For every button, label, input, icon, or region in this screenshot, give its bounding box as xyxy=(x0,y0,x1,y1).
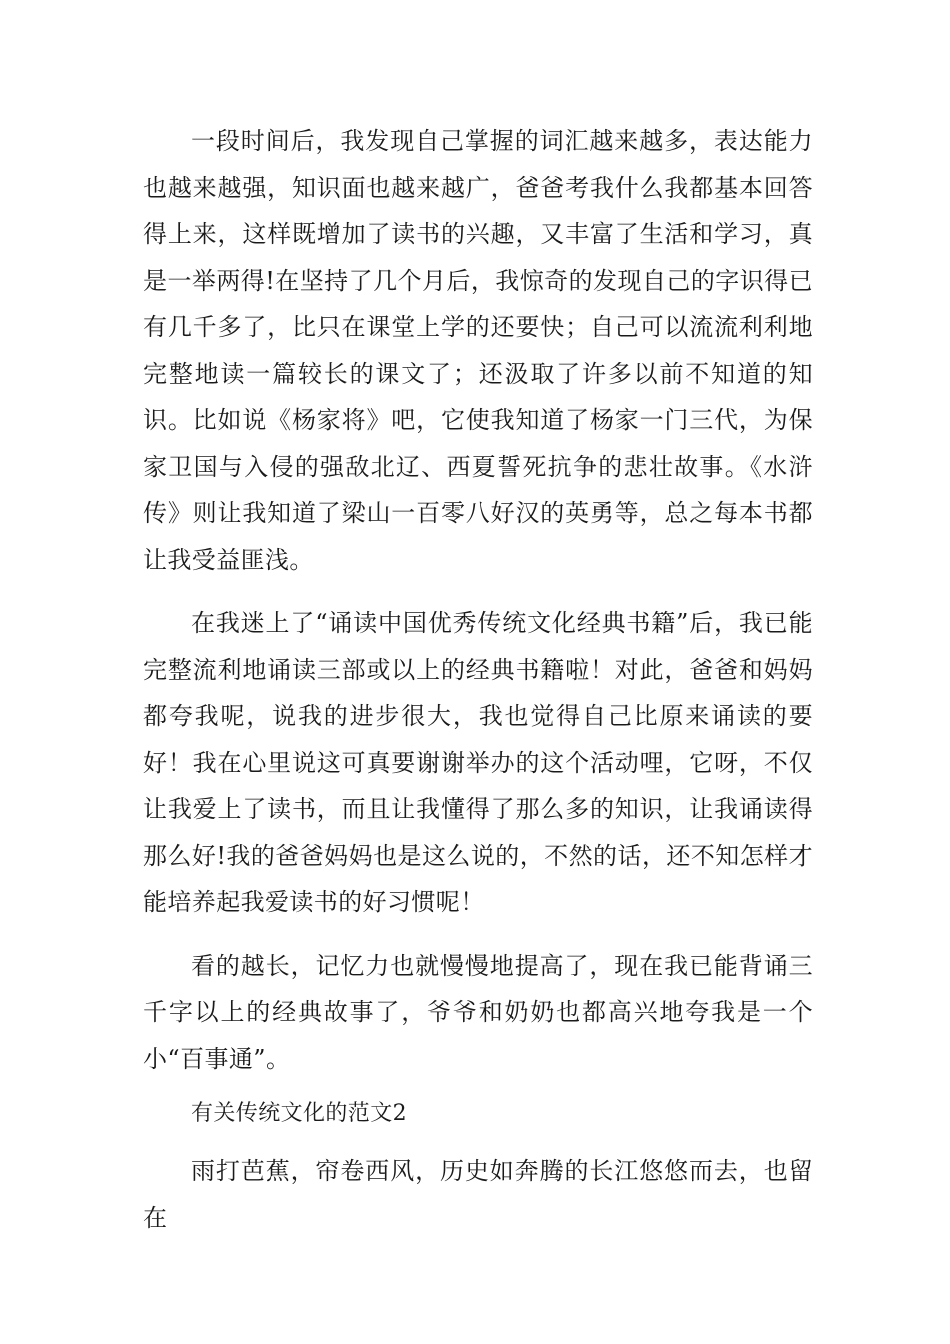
document-body xyxy=(143,118,813,1241)
paragraph-3: 看的越长，记忆力也就慢慢地提高了，现在我已能背诵三千字以上的经典故事了，爷爷和奶奶也都高兴地夸我是一个小“百事通”。 xyxy=(143,951,813,1073)
paragraph-1: 一段时间后，我发现自己掌握的词汇越来越多，表达能力也越来越强，知识面也越来越广，爸爸考我什么我都基本回答得上来，这样既增加了读书的兴趣，又丰富了生活和学习，真是一举两得!在坚持了几个月后，我惊奇的发现自己的字识得已有几千多了，比只在课堂上学的还要快；自己可以流流利利地完整地读一篇较长的课文了；还汲取了许多以前不知道的知识。比如说《杨家将》吧，它使我知道了杨家一门三代，为保家卫国与入侵的强敌北辽、西夏誓死抗争的悲壮故事。《水浒传》则让我知道了梁山一百零八好汉的英勇等，总之每本书都让我受益匪浅。 xyxy=(143,127,813,574)
paragraph-4: 雨打芭蕉，帘卷西风，历史如奔腾的长江悠悠而去，也留在 xyxy=(143,1157,813,1232)
paragraph-2: 在我迷上了“诵读中国优秀传统文化经典书籍”后，我已能完整流利地诵读三部或以上的经典书籍啦！对此，爸爸和妈妈都夸我呢，说我的进步很大，我也觉得自己比原来诵读的要好！我在心里说这可真要谢谢举办的这个活动哩，它呀，不仅让我爱上了读书，而且让我懂得了那么多的知识，让我诵读得那么好!我的爸爸妈妈也是这么说的，不然的话，还不知怎样才能培养起我爱读书的好习惯呢！ xyxy=(143,609,813,916)
section-heading: 有关传统文化的范文2 xyxy=(191,1101,407,1126)
